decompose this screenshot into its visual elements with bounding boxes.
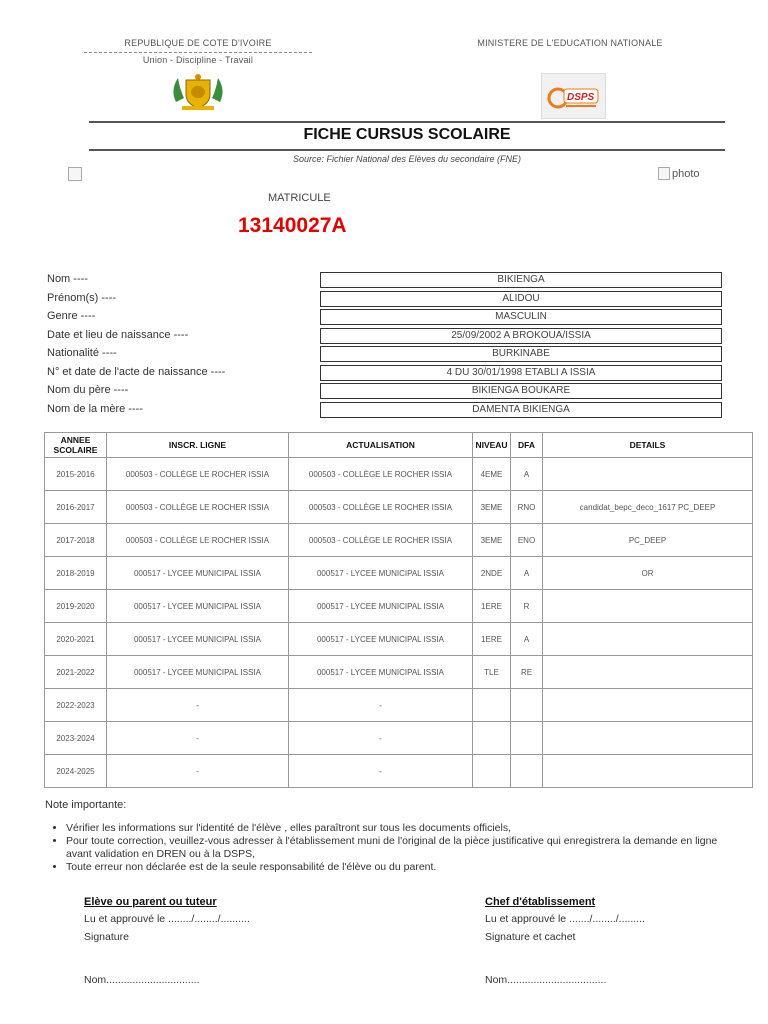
table-cell — [511, 689, 543, 722]
table-cell: 000503 - COLLÈGE LE ROCHER ISSIA — [289, 491, 473, 524]
identity-label-acte: N° et date de l'acte de naissance ---- — [47, 366, 226, 378]
identity-value-nationalite: BURKINABE — [320, 346, 722, 362]
ministry-header: MINISTERE DE L'EDUCATION NATIONALE — [477, 38, 663, 48]
identity-value-mere: DAMENTA BIKIENGA — [320, 402, 722, 418]
identity-label-nationalite: Nationalité ---- — [47, 347, 117, 359]
table-cell — [543, 458, 753, 491]
table-cell: 1ERE — [473, 590, 511, 623]
title-rule-top — [89, 121, 725, 123]
table-cell — [473, 689, 511, 722]
table-cell: 2015-2016 — [45, 458, 107, 491]
table-cell: 000517 - LYCEE MUNICIPAL ISSIA — [289, 656, 473, 689]
table-cell: - — [289, 689, 473, 722]
table-cell: 000517 - LYCEE MUNICIPAL ISSIA — [107, 623, 289, 656]
signature-right-title: Chef d'établissement — [485, 896, 596, 908]
republic-header — [84, 38, 312, 65]
signature-right-name: Nom.................................. — [485, 974, 607, 986]
column-header: NIVEAU — [473, 433, 511, 458]
signature-right-label: Signature et cachet — [485, 931, 576, 943]
table-row — [45, 656, 753, 689]
table-cell: 2NDE — [473, 557, 511, 590]
table-cell: 000517 - LYCEE MUNICIPAL ISSIA — [107, 656, 289, 689]
table-cell — [511, 722, 543, 755]
matricule-label: MATRICULE — [268, 192, 331, 204]
identity-value-pere: BIKIENGA BOUKARE — [320, 383, 722, 399]
table-row — [45, 524, 753, 557]
table-row — [45, 623, 753, 656]
note-item: • Pour toute correction, veuillez-vous adresser à l'établissement muni de l'original de la pièce justificative qui enregistrera la demande en ligne avant validation en DREN ou à la DSPS, — [66, 835, 726, 861]
table-cell: 000503 - COLLÈGE LE ROCHER ISSIA — [289, 524, 473, 557]
table-cell: - — [107, 755, 289, 788]
column-header: INSCR. LIGNE — [107, 433, 289, 458]
table-row — [45, 722, 753, 755]
column-header: DETAILS — [543, 433, 753, 458]
matricule-number: 13140027A — [238, 214, 347, 237]
table-cell — [473, 722, 511, 755]
table-cell: - — [289, 755, 473, 788]
signature-right-approved: Lu et approuvé le ......./......../......... — [485, 913, 645, 925]
dsps-logo — [541, 73, 606, 119]
column-header: DFA — [511, 433, 543, 458]
identity-value-acte: 4 DU 30/01/1998 ETABLI A ISSIA — [320, 365, 722, 381]
source-line: Source: Fichier National des Elèves du secondaire (FNE) — [292, 154, 522, 164]
table-cell: RE — [511, 656, 543, 689]
table-cell: 2022-2023 — [45, 689, 107, 722]
table-cell: 000503 - COLLÈGE LE ROCHER ISSIA — [107, 524, 289, 557]
identity-label-naissance: Date et lieu de naissance ---- — [47, 329, 189, 341]
coat-of-arms-icon — [168, 72, 228, 112]
table-cell: A — [511, 458, 543, 491]
note-title: Note importante: — [45, 799, 127, 811]
table-cell: TLE — [473, 656, 511, 689]
identity-label-genre: Genre ---- — [47, 310, 96, 322]
table-cell: 000517 - LYCEE MUNICIPAL ISSIA — [107, 590, 289, 623]
student-photo — [658, 167, 700, 180]
table-cell — [543, 590, 753, 623]
signature-left-label: Signature — [84, 931, 129, 943]
identity-value-prenoms: ALIDOU — [320, 291, 722, 307]
identity-value-nom: BIKIENGA — [320, 272, 722, 288]
photo-alt-text: photo — [672, 167, 700, 180]
table-cell: 3EME — [473, 524, 511, 557]
dsps-logo-text: DSPS — [567, 92, 595, 103]
dotted-divider — [84, 52, 312, 53]
table-cell: 000517 - LYCEE MUNICIPAL ISSIA — [289, 557, 473, 590]
table-cell: - — [107, 722, 289, 755]
table-cell: 000517 - LYCEE MUNICIPAL ISSIA — [289, 590, 473, 623]
column-header: ACTUALISATION — [289, 433, 473, 458]
table-cell: 2020-2021 — [45, 623, 107, 656]
table-cell: 1ERE — [473, 623, 511, 656]
table-cell — [543, 656, 753, 689]
table-cell: RNO — [511, 491, 543, 524]
table-cell: 000503 - COLLÈGE LE ROCHER ISSIA — [107, 458, 289, 491]
identity-label-nom: Nom ---- — [47, 273, 88, 285]
table-header-row — [45, 433, 753, 458]
table-cell: 000503 - COLLÈGE LE ROCHER ISSIA — [289, 458, 473, 491]
table-cell: PC_DEEP — [543, 524, 753, 557]
broken-image-icon — [68, 167, 82, 181]
table-cell: 2016-2017 — [45, 491, 107, 524]
table-cell: 2018-2019 — [45, 557, 107, 590]
table-cell: R — [511, 590, 543, 623]
republic-motto: Union - Discipline - Travail — [142, 55, 254, 65]
note-item: • Vérifier les informations sur l'identité de l'élève , elles paraîtront sur tous les documents officiels, — [66, 822, 726, 835]
note-item: • Toute erreur non déclarée est de la seule responsabilité de l'élève ou du parent. — [66, 861, 726, 874]
broken-image-icon — [658, 167, 670, 180]
identity-label-pere: Nom du père ---- — [47, 384, 129, 396]
signature-left-name: Nom................................ — [84, 974, 200, 986]
table-cell: 2017-2018 — [45, 524, 107, 557]
table-row — [45, 557, 753, 590]
table-cell — [543, 755, 753, 788]
table-cell: 3EME — [473, 491, 511, 524]
table-cell: - — [289, 722, 473, 755]
table-cell: 000517 - LYCEE MUNICIPAL ISSIA — [107, 557, 289, 590]
identity-value-naissance: 25/09/2002 A BROKOUA/ISSIA — [320, 328, 722, 344]
page-title: FICHE CURSUS SCOLAIRE — [303, 126, 511, 143]
table-cell: candidat_bepc_deco_1617 PC_DEEP — [543, 491, 753, 524]
table-cell: ENO — [511, 524, 543, 557]
table-cell: 000517 - LYCEE MUNICIPAL ISSIA — [289, 623, 473, 656]
table-cell — [543, 722, 753, 755]
note-list — [48, 822, 726, 874]
table-cell: OR — [543, 557, 753, 590]
table-cell — [543, 623, 753, 656]
table-cell — [473, 755, 511, 788]
table-row — [45, 590, 753, 623]
table-cell — [543, 689, 753, 722]
table-cell: 4EME — [473, 458, 511, 491]
identity-label-mere: Nom de la mère ---- — [47, 403, 143, 415]
table-cell: 000503 - COLLÈGE LE ROCHER ISSIA — [107, 491, 289, 524]
table-row — [45, 458, 753, 491]
signature-left-approved: Lu et approuvé le ......../......../.......... — [84, 913, 250, 925]
table-cell — [511, 755, 543, 788]
identity-value-genre: MASCULIN — [320, 309, 722, 325]
table-row — [45, 689, 753, 722]
table-cell: - — [107, 689, 289, 722]
table-row — [45, 491, 753, 524]
cursus-table — [44, 432, 753, 788]
table-cell: A — [511, 623, 543, 656]
table-cell: 2019-2020 — [45, 590, 107, 623]
signature-left-title: Elève ou parent ou tuteur — [84, 896, 217, 908]
table-cell: 2023-2024 — [45, 722, 107, 755]
identity-label-prenoms: Prénom(s) ---- — [47, 292, 117, 304]
table-cell: 2021-2022 — [45, 656, 107, 689]
table-cell: 2024-2025 — [45, 755, 107, 788]
column-header: ANNEE SCOLAIRE — [45, 433, 107, 458]
title-rule-bottom — [89, 149, 725, 151]
table-cell: A — [511, 557, 543, 590]
republic-name: REPUBLIQUE DE COTE D'IVOIRE — [124, 38, 272, 48]
table-row — [45, 755, 753, 788]
